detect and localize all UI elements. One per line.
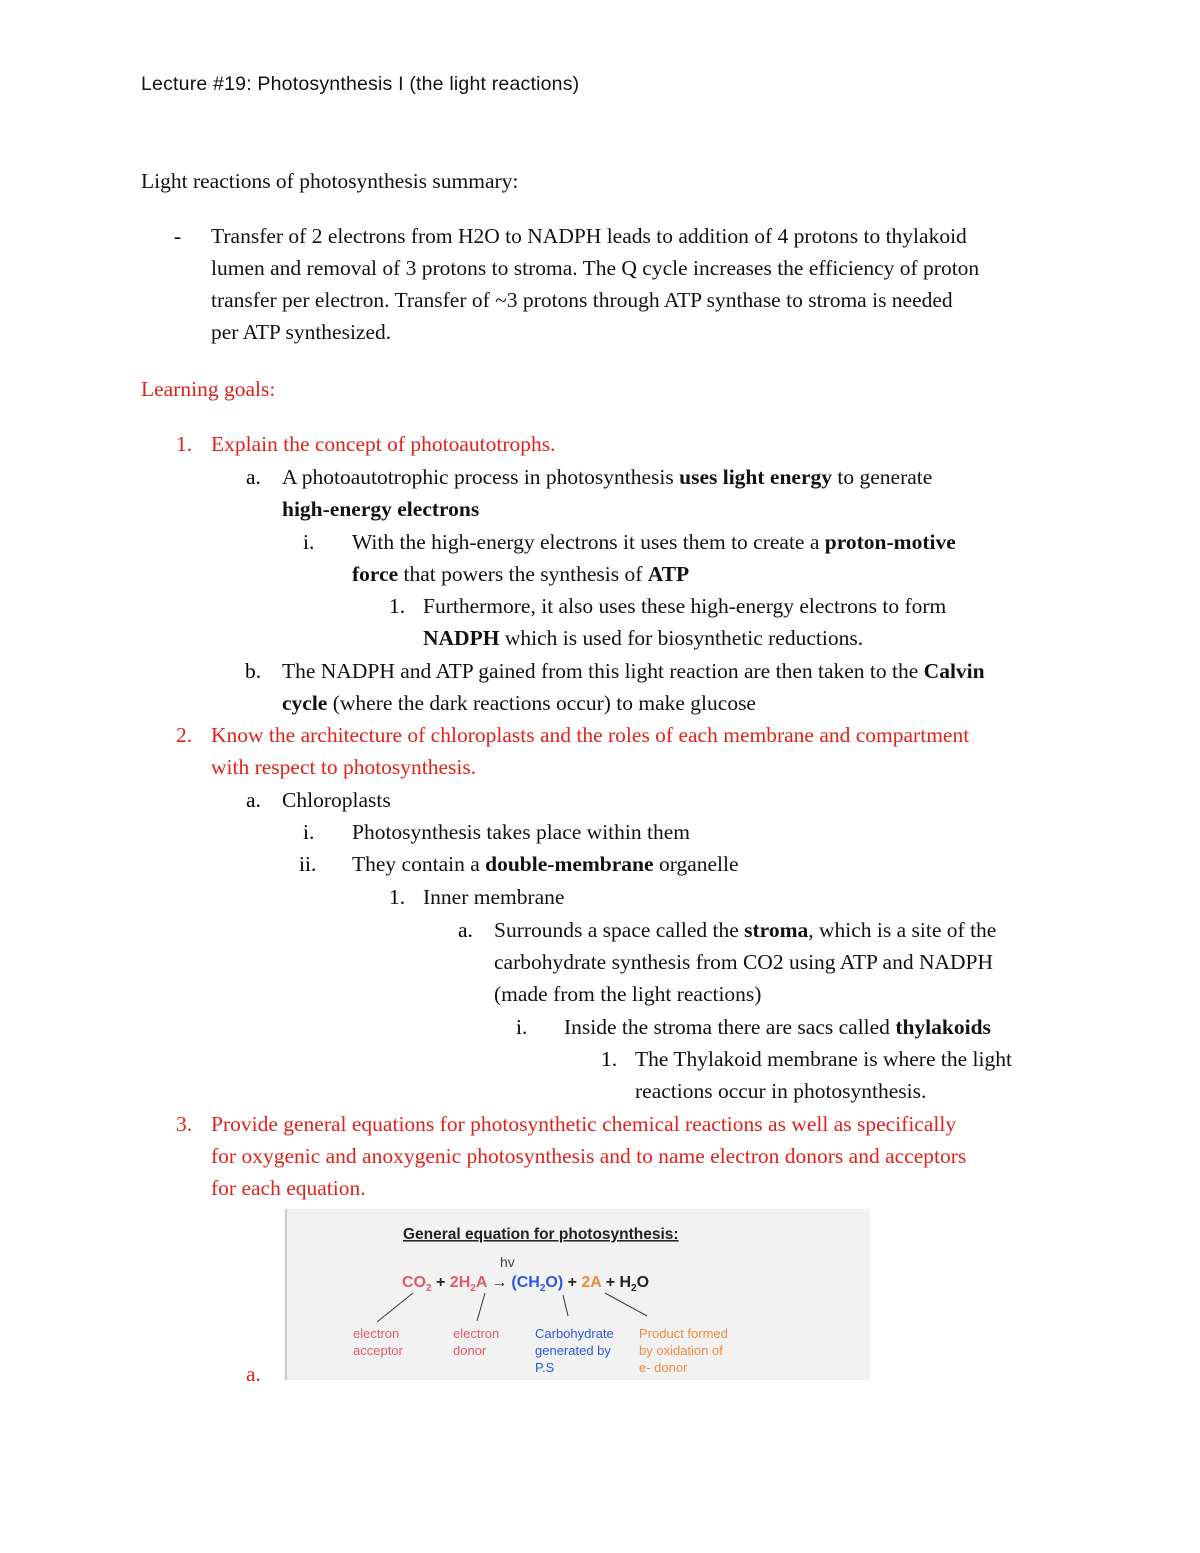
goal-2aii1-marker: 1. bbox=[389, 885, 406, 909]
goal-1ai1-marker: 1. bbox=[389, 594, 406, 618]
lecture-title: Lecture #19: Photosynthesis I (the light reactions) bbox=[141, 73, 580, 95]
goal-1ai1-line-2: NADPH which is used for biosynthetic reductions. bbox=[423, 626, 864, 650]
product-pointer bbox=[605, 1293, 647, 1316]
eq-2a: 2A bbox=[581, 1274, 602, 1291]
product-label-3: e- donor bbox=[639, 1360, 688, 1375]
goal-2aii1-text: Inner membrane bbox=[423, 885, 565, 909]
goal-1b-line-2: cycle (where the dark reactions occur) to make glucose bbox=[282, 691, 756, 715]
photosynthesis-equation-figure bbox=[285, 1209, 870, 1380]
goal-2aii1ai1-line-2: reactions occur in photosynthesis. bbox=[635, 1079, 927, 1103]
goal-2aii-marker: ii. bbox=[299, 852, 317, 876]
goal-1a-marker: a. bbox=[246, 465, 261, 489]
goal-1a-line-1: A photoautotrophic process in photosynthesis uses light energy to generate bbox=[282, 465, 933, 489]
goal-2-line-2: with respect to photosynthesis. bbox=[211, 755, 477, 779]
goal-1a-line-2: high-energy electrons bbox=[282, 497, 480, 521]
goal-2aii1ai1-marker: 1. bbox=[601, 1047, 618, 1071]
goal-2aii1ai1-line-1: The Thylakoid membrane is where the light bbox=[635, 1047, 1012, 1071]
goal-1ai1-line-1: Furthermore, it also uses these high-energy electrons to form bbox=[423, 594, 947, 618]
goal-3-marker: 3. bbox=[176, 1112, 193, 1136]
goal-1ai-line-1: With the high-energy electrons it uses them to create a proton-motive bbox=[352, 530, 956, 554]
acceptor-label-1: electron bbox=[353, 1326, 400, 1341]
carb-label-2: generated by bbox=[535, 1343, 611, 1358]
eq-co2: CO bbox=[402, 1274, 426, 1291]
donor-pointer bbox=[477, 1293, 485, 1321]
goal-2aii1a-marker: a. bbox=[458, 918, 473, 942]
summary-line-2: lumen and removal of 3 protons to stroma. The Q cycle increases the efficiency of proton bbox=[211, 256, 980, 280]
carb-pointer bbox=[563, 1295, 568, 1316]
goal-1b-marker: b. bbox=[245, 659, 262, 683]
summary-bullet-marker: - bbox=[174, 224, 182, 248]
goal-1ai-marker: i. bbox=[303, 530, 315, 554]
goal-2ai-marker: i. bbox=[303, 820, 315, 844]
goal-2a-text: Chloroplasts bbox=[282, 788, 391, 812]
goal-2aii1a-line-1: Surrounds a space called the stroma, which is a site of the bbox=[494, 918, 997, 942]
goal-1-text: Explain the concept of photoautotrophs. bbox=[211, 432, 556, 456]
hv-label: hv bbox=[500, 1254, 515, 1270]
summary-line-4: per ATP synthesized. bbox=[211, 320, 392, 344]
carb-label-3: P.S bbox=[535, 1360, 555, 1375]
goal-2aii1ai-text: Inside the stroma there are sacs called thylakoids bbox=[564, 1015, 991, 1039]
learning-goals-heading: Learning goals: bbox=[141, 377, 276, 401]
equation: $CO_2 + 2H_2A \to (CH_2O) + 2A + H_2O$ bbox=[402, 1274, 650, 1294]
goal-2-line-1: Know the architecture of chloroplasts and the roles of each membrane and compartment bbox=[211, 723, 970, 747]
eq-arrow: → bbox=[491, 1274, 508, 1291]
goal-3-line-3: for each equation. bbox=[211, 1176, 366, 1200]
goal-2aii1ai-marker: i. bbox=[516, 1015, 528, 1039]
acceptor-pointer bbox=[377, 1293, 413, 1322]
goal-3-line-1: Provide general equations for photosynthetic chemical reactions as well as specifically bbox=[211, 1112, 957, 1136]
goal-1ai-line-2: force that powers the synthesis of ATP bbox=[352, 562, 690, 586]
summary-line-3: transfer per electron. Transfer of ~3 protons through ATP synthase to stroma is needed bbox=[211, 288, 953, 312]
acceptor-label-2: acceptor bbox=[353, 1343, 403, 1358]
goal-2ai-text: Photosynthesis takes place within them bbox=[352, 820, 690, 844]
equation-diagram bbox=[287, 1209, 870, 1380]
summary-line-1: Transfer of 2 electrons from H2O to NADPH leads to addition of 4 protons to thylakoid bbox=[211, 224, 967, 248]
goal-3a-marker: a. bbox=[246, 1362, 261, 1386]
summary-heading: Light reactions of photosynthesis summary: bbox=[141, 169, 519, 193]
goal-2a-marker: a. bbox=[246, 788, 261, 812]
eq-h2o: H bbox=[619, 1274, 632, 1291]
donor-label-2: donor bbox=[453, 1343, 487, 1358]
goal-2aii-text: They contain a double-membrane organelle bbox=[352, 852, 739, 876]
goal-2-marker: 2. bbox=[176, 723, 193, 747]
product-label-1: Product formed bbox=[639, 1326, 728, 1341]
product-label-2: by oxidation of bbox=[639, 1343, 723, 1358]
goal-3-line-2: for oxygenic and anoxygenic photosynthesis and to name electron donors and acceptors bbox=[211, 1144, 967, 1168]
goal-1-marker: 1. bbox=[176, 432, 193, 456]
eq-h2a: 2H bbox=[449, 1274, 471, 1291]
donor-label-1: electron bbox=[453, 1326, 500, 1341]
carb-label-1: Carbohydrate bbox=[535, 1326, 614, 1341]
goal-2aii1a-line-2: carbohydrate synthesis from CO2 using ATP and NADPH bbox=[494, 950, 994, 974]
goal-1b-line-1: The NADPH and ATP gained from this light reaction are then taken to the Calvin bbox=[282, 659, 985, 683]
eq-ch2o: (CH bbox=[511, 1274, 540, 1291]
goal-2aii1a-line-3: (made from the light reactions) bbox=[494, 982, 762, 1006]
figure-heading: General equation for photosynthesis: bbox=[403, 1226, 679, 1243]
